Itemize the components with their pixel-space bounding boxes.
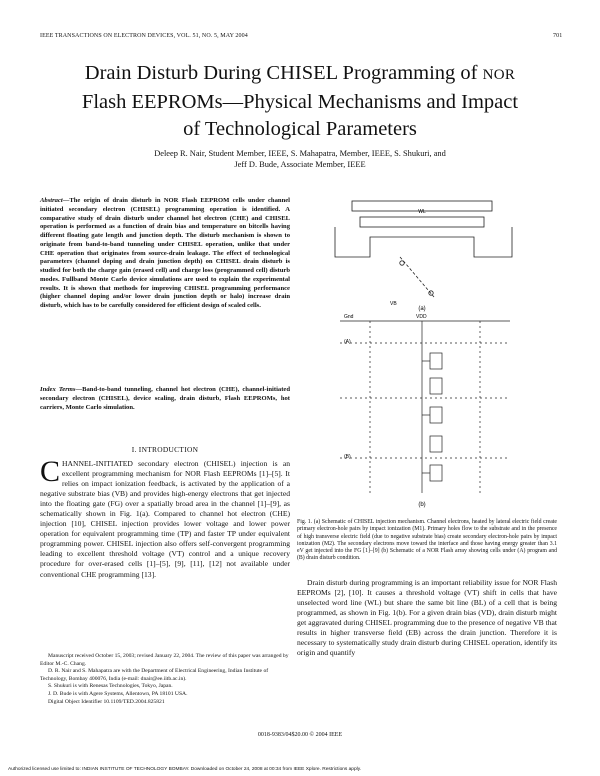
right-column-body: Drain disturb during programming is an important reliability issue for NOR Flash EEPROMs [2], [10]. It causes a threshold voltage (VT) shift in cells that have unselected word line (WL) but share the same bit line (BL) of a cell that is being programmed, as shown in Fig. 1(b). For a given drain bias (VD), drain disturb might get aggravated during CHISEL programming due to the presence of negative VB that results in higher transverse field (EB) across the drain junction. Therefore it is necessary to systematically study drain disturb during CHISEL operation, identify its origin and quantify: [297, 578, 557, 658]
license-notice: Authorized licensed use limited to: INDIAN INSTITUTE OF TECHNOLOGY BOMBAY. Downloaded on October 24, 2008 at 00:34 from IEEE Xplore. Restrictions apply.: [8, 767, 362, 772]
figure-caption: Fig. 1. (a) Schematic of CHISEL injection mechanism. Channel electrons, heated by lateral electric field create primary electron-hole pairs by impact ionization (M1). Primary holes flow to the substrate and in the presence of high transverse electric field (due to negative substrate bias) create secondary electron-hole pairs by impact ionization (M2). The secondary electrons move toward the interface and those having energy greater than 3.1 eV get injected into the FG [1]–[9] (b) Schematic of a NOR Flash array showing cells under (A) program and (B) drain disturb condition.: [297, 519, 557, 562]
drop-cap: C: [40, 455, 61, 488]
author-list: Deleep R. Nair, Student Member, IEEE, S. Mahapatra, Member, IEEE, S. Shukuri, and Jeff D. Bude, Associate Member, IEEE: [154, 149, 446, 169]
figure-1: [330, 193, 520, 513]
vdd-label: VDD: [416, 314, 427, 320]
running-header: IEEE TRANSACTIONS ON ELECTRON DEVICES, VOL. 51, NO. 5, MAY 2004: [40, 33, 248, 39]
vb-label: VB: [390, 301, 397, 307]
figure-label-a: (a): [418, 306, 426, 312]
page-number: 701: [553, 33, 563, 39]
chisel-schematic: [335, 201, 512, 297]
floating-gate: [360, 217, 484, 227]
footnotes: Manuscript received October 15, 2003; revised January 22, 2004. The review of this paper was arranged by Editor M.-C. Chang. D. R. Nair and S. Mahapatra are with the Department of Electrical Engineering, Indian Institute of Technology, Bombay 400076, India (e-mail: dnair@ee.iitb.ac.in). S. Shukuri is with Renesas Technologies, Tokyo, Japan. J. D. Bude is with Agere Systems, Allentown, PA 18101 USA. Digital Object Identifier 10.1109/TED.2004.825821: [40, 653, 289, 705]
copyright-footer: 0018-9383/04$20.00 © 2004 IEEE: [257, 732, 343, 738]
abstract: Abstract—The origin of drain disturb in NOR Flash EEPROM cells under channel initiated secondary electron (CHISEL) programming operation is identified. A comparative study of drain disturb under channel hot electron (CHE) and CHISEL operation is performed as a function of drain bias and temperature on bitcells having different floating gate length and junction depth. The disturb mechanism is shown to originate from band-to-band tunneling under CHISEL operation, unlike that under CHE operation that originates from source-drain leakage. The effect of technological parameters (channel doping and drain junction depth) on CHISEL drain disturb is studied for both the charge gain (erased cell) and charge loss (programmed cell) disturb modes. Fullband Monte Carlo device simulations are used to explain the experimental results. It is shown that methods for improving CHISEL programming performance (higher channel doping and/or lower drain junction depth or halo) increase drain disturb, which has to be carefully considered for efficient design of scaled cells.: [40, 197, 290, 309]
index-terms: Index Terms—Band-to-band tunneling, channel hot electron (CHE), channel-initiated secondary electron (CHISEL), device scaling, drain disturb, Flash EEPROMs, hot carriers, Monte Carlo simulation.: [40, 386, 291, 411]
cell-label-b: (B): [344, 454, 351, 460]
introduction-body: CHANNEL-INITIATED secondary electron (CHISEL) injection is an excellent programming mechanism for NOR Flash EEPROMs [1]–[5]. It relies on impact ionization feedback, is activated by the application of a negative substrate bias (VB) and provides high-energy electrons that get injected into the floating gate (FG) over a spatially broad area in the channel [1]–[9], as schematically shown in Fig. 1(a). Compared to channel hot electron (CHE) injection [10], CHISEL injection provides lower voltage and lower power operation for equivalent programming time (TP) and faster TP under equivalent programming power. CHISEL injection also offers self-convergent programming leading to excellent threshold voltage (VT) control and a unique recovery procedure for over-erased cells [1]–[5], [9], [11], [12] not available under conventional CHE programming [13].: [40, 455, 290, 579]
nor-array-schematic: [340, 321, 510, 493]
section-heading: I. INTRODUCTION: [131, 445, 199, 454]
cell-label-a: (A): [344, 339, 351, 345]
gnd-label: Gnd: [344, 314, 354, 320]
paper-title: Drain Disturb During CHISEL Programming of NOR Flash EEPROMs—Physical Mechanisms and Impact of Technological Parameters: [81, 62, 519, 140]
wl-label: WL: [418, 209, 426, 215]
figure-label-b: (b): [418, 502, 426, 508]
